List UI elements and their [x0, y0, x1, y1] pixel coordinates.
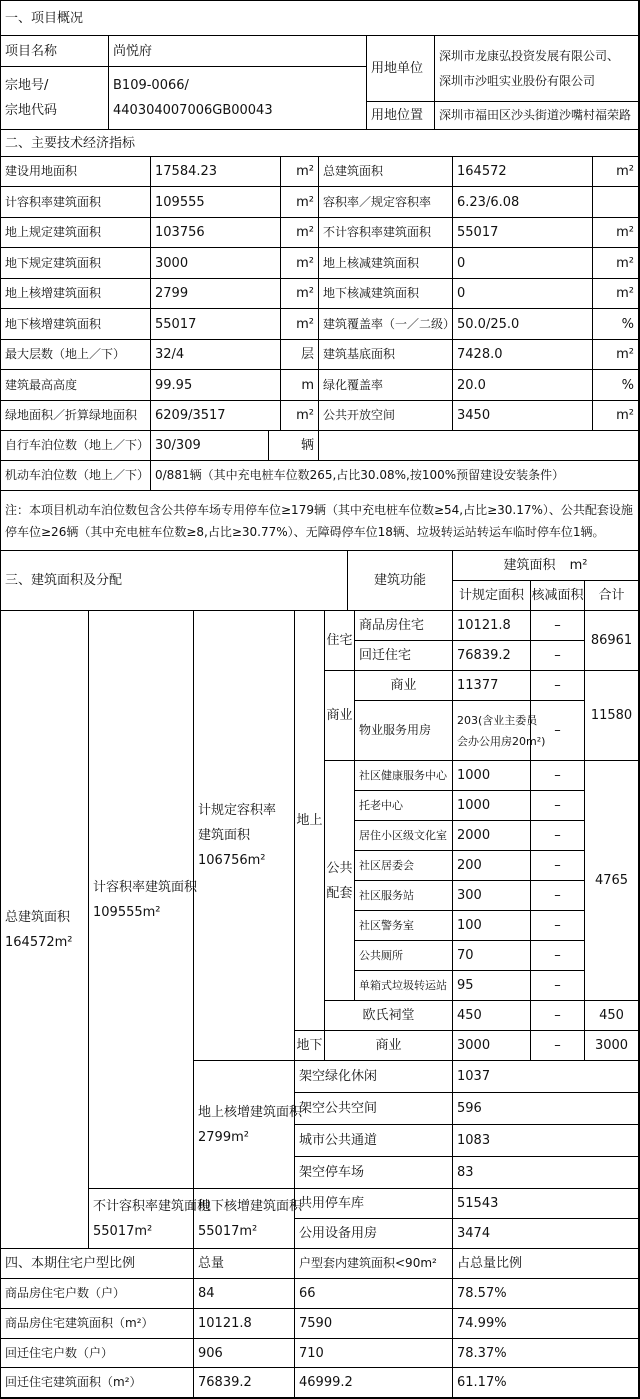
function-name: 居住小区级文化室 [355, 821, 453, 851]
unit-row-label: 回迁住宅建筑面积（m²） [1, 1368, 194, 1398]
indicator-label: 容积率／规定容积率 [319, 187, 453, 218]
indicator-value: 20.0 [453, 370, 593, 401]
unit-row-small: 7590 [295, 1309, 453, 1339]
function-name: 托老中心 [355, 791, 453, 821]
planned-area: 300 [453, 881, 531, 911]
function-name: 商品房住宅 [355, 611, 453, 641]
non-far-area-cell [89, 1189, 211, 1249]
function-name: 物业服务用房 [355, 701, 453, 761]
location-label: 用地位置 [367, 102, 435, 130]
indicator-unit [593, 187, 639, 218]
non-far-area-value: 55017m² [93, 1223, 153, 1239]
area-value: 51543 [453, 1189, 639, 1219]
indicator-value: 109555 [151, 187, 281, 218]
function-name: 商业 [325, 1031, 453, 1061]
indicator-value: 32/4 [151, 340, 281, 370]
area-value: 83 [453, 1157, 639, 1189]
area-value: 3474 [453, 1219, 639, 1249]
reduced-area: – [531, 611, 585, 641]
reduced-area: – [531, 1001, 585, 1031]
land-user-value [435, 36, 639, 102]
indicator-value: 50.0/25.0 [453, 309, 593, 340]
car-value: 0/881辆（其中充电桩车位数265,占比30.08%,按100%预留建设安装条件） [151, 461, 639, 491]
area-header-unit: m² [569, 558, 588, 573]
indicator-label: 地上规定建筑面积 [1, 218, 151, 248]
area-header-label: 建筑面积 [503, 558, 556, 573]
indicator-unit: % [593, 309, 639, 340]
function-name: 共用停车库 [295, 1189, 453, 1219]
above-increase-cell [194, 1061, 303, 1189]
unit-row-small: 46999.2 [295, 1368, 453, 1398]
indicator-unit: m² [281, 157, 319, 187]
parcel-value [109, 67, 367, 130]
indicator-value: 0 [453, 279, 593, 309]
planned-area [453, 701, 546, 761]
indicator-label: 公共开放空间 [319, 401, 453, 431]
section-3-title: 三、建筑面积及分配 [1, 551, 348, 611]
unit-row-total: 906 [194, 1339, 295, 1368]
indicator-value: 6.23/6.08 [453, 187, 593, 218]
residential-total: 86961 [585, 611, 639, 671]
planned-area: 3000 [453, 1031, 531, 1061]
indicator-unit: m² [281, 401, 319, 431]
indicator-unit: % [593, 370, 639, 401]
land-user-line-2: 深圳市沙咀实业股份有限公司 [439, 73, 596, 88]
indicator-label: 绿化覆盖率 [319, 370, 453, 401]
parcel-no-label: 宗地号/ [5, 78, 49, 93]
indicator-unit: m² [593, 340, 639, 370]
reduced-area: – [531, 671, 585, 701]
indicator-unit: m² [593, 401, 639, 431]
indicator-unit: m [281, 370, 319, 401]
location-value: 深圳市福田区沙头街道沙嘴村福荣路 [435, 102, 639, 130]
non-far-area-label: 不计容积率建筑面积 [93, 1198, 211, 1214]
function-name: 回迁住宅 [355, 641, 453, 671]
indicator-unit: m² [593, 218, 639, 248]
indicator-label: 建筑基底面积 [319, 340, 453, 370]
function-name: 社区服务站 [355, 881, 453, 911]
planned-area: 95 [453, 971, 531, 1001]
indicator-label: 建筑覆盖率（一／二级） [319, 309, 453, 340]
indicator-unit: m² [281, 187, 319, 218]
section-2-title: 二、主要技术经济指标 [1, 130, 639, 157]
planned-area: 200 [453, 851, 531, 881]
unit-row-total: 10121.8 [194, 1309, 295, 1339]
reduced-area: – [531, 761, 585, 791]
land-user-label: 用地单位 [367, 36, 435, 102]
function-name: 社区居委会 [355, 851, 453, 881]
indicator-unit: m² [593, 279, 639, 309]
property-room-area-line-1: 203(含业主委员 [457, 713, 538, 727]
planned-area: 1000 [453, 761, 531, 791]
parcel-code-label: 宗地代码 [5, 103, 58, 118]
bike-unit: 辆 [269, 431, 319, 461]
area-header [453, 551, 639, 581]
unit-row-small: 66 [295, 1279, 453, 1309]
parcel-no-value: B109-0066/ [113, 78, 189, 93]
unit-row-label: 回迁住宅户数（户） [1, 1339, 194, 1368]
commercial-total: 11580 [585, 671, 639, 761]
function-name: 公共厕所 [355, 941, 453, 971]
total-area-label: 总建筑面积 [5, 909, 71, 925]
indicator-label: 绿地面积／折算绿地面积 [1, 401, 151, 431]
unit-row-ratio: 78.37% [453, 1339, 639, 1368]
indicator-value: 103756 [151, 218, 281, 248]
section-1-title: 一、项目概况 [1, 1, 639, 36]
reduced-area: – [531, 851, 585, 881]
unit-row-small: 710 [295, 1339, 453, 1368]
function-name: 架空停车场 [295, 1157, 453, 1189]
planned-area: 76839.2 [453, 641, 531, 671]
below-increase-value: 55017m² [198, 1223, 258, 1239]
indicator-value: 164572 [453, 157, 593, 187]
property-room-area-line-2: 会办公用房20m²) [457, 734, 546, 748]
area-value: 1037 [453, 1061, 639, 1093]
reduced-area: – [531, 971, 585, 1001]
project-name-value: 尚悦府 [109, 36, 367, 67]
residential-label: 住宅 [325, 611, 355, 671]
bike-value: 30/309 [151, 431, 269, 461]
reduced-area: – [531, 1031, 585, 1061]
indicator-label: 地上核减建筑面积 [319, 248, 453, 279]
above-increase-label: 地上核增建筑面积 [198, 1104, 303, 1120]
planned-area: 100 [453, 911, 531, 941]
indicator-value: 7428.0 [453, 340, 593, 370]
sub-header-total: 合计 [585, 581, 639, 611]
reduced-area: – [531, 881, 585, 911]
row-total: 3000 [585, 1031, 639, 1061]
reduced-area: – [531, 701, 585, 761]
indicator-label: 地下核减建筑面积 [319, 279, 453, 309]
planned-area: 1000 [453, 791, 531, 821]
function-name: 架空绿化休闲 [295, 1061, 453, 1093]
unit-row-ratio: 74.99% [453, 1309, 639, 1339]
indicator-value: 0 [453, 248, 593, 279]
function-name: 欧氏祠堂 [325, 1001, 453, 1031]
function-name: 架空公共空间 [295, 1093, 453, 1125]
far-area-value: 109555m² [93, 904, 161, 920]
parking-note: 注：本项目机动车泊位数包含公共停车场专用停车位≥179辆（其中充电桩车位数≥54,占比≥30.17%）、公共配套设施停车位≥26辆（其中充电桩车位数≥8,占比≥30.77%）、无障碍停车位18辆、垃圾转运站转运车临时停车位1辆。 [1, 491, 639, 551]
function-name: 社区警务室 [355, 911, 453, 941]
regulated-area-label-2: 建筑面积 [198, 828, 251, 843]
public-facility-label [325, 761, 355, 1001]
function-name: 社区健康服务中心 [355, 761, 453, 791]
above-ground-label: 地上 [295, 611, 325, 1031]
reduced-area: – [531, 821, 585, 851]
indicator-label: 计容积率建筑面积 [1, 187, 151, 218]
function-header: 建筑功能 [348, 551, 453, 611]
project-name-label: 项目名称 [1, 36, 109, 67]
indicator-value: 2799 [151, 279, 281, 309]
below-increase-label: 地下核增建筑面积 [198, 1198, 303, 1214]
indicator-label: 总建筑面积 [319, 157, 453, 187]
planned-area: 10121.8 [453, 611, 531, 641]
indicator-label: 地下核增建筑面积 [1, 309, 151, 340]
commercial-label: 商业 [325, 671, 355, 761]
indicator-label: 地下规定建筑面积 [1, 248, 151, 279]
indicator-value: 3000 [151, 248, 281, 279]
total-area-value: 164572m² [5, 934, 73, 950]
indicator-unit: m² [281, 279, 319, 309]
indicator-label: 建筑最高高度 [1, 370, 151, 401]
parcel-code-value: 440304007006GB00043 [113, 103, 273, 118]
function-name: 单箱式垃圾转运站 [355, 971, 453, 1001]
indicator-value: 55017 [151, 309, 281, 340]
reduced-area: – [531, 941, 585, 971]
indicator-value: 6209/3517 [151, 401, 281, 431]
far-area-cell [89, 611, 198, 1189]
indicator-unit: m² [593, 157, 639, 187]
planned-area: 11377 [453, 671, 531, 701]
s4-header-small: 户型套内建筑面积<90m² [295, 1249, 453, 1279]
parcel-label [1, 67, 109, 130]
below-increase-cell [194, 1189, 303, 1249]
section-4-title: 四、本期住宅户型比例 [1, 1249, 194, 1279]
function-name: 商业 [355, 671, 453, 701]
function-name: 城市公共通道 [295, 1125, 453, 1157]
s4-header-total: 总量 [194, 1249, 295, 1279]
indicator-value: 3450 [453, 401, 593, 431]
far-area-label: 计容积率建筑面积 [93, 879, 198, 895]
regulated-area-label-1: 计规定容积率 [198, 803, 277, 818]
bike-blank [319, 431, 639, 461]
indicator-value: 99.95 [151, 370, 281, 401]
indicator-label: 建设用地面积 [1, 157, 151, 187]
public-facility-total: 4765 [585, 761, 639, 1001]
indicator-value: 17584.23 [151, 157, 281, 187]
indicator-unit: m² [593, 248, 639, 279]
area-value: 1083 [453, 1125, 639, 1157]
indicator-label: 最大层数（地上／下） [1, 340, 151, 370]
public-facility-label-1: 公共 [326, 860, 353, 876]
indicator-unit: 层 [281, 340, 319, 370]
indicator-unit: m² [281, 248, 319, 279]
unit-row-label: 商品房住宅户数（户） [1, 1279, 194, 1309]
bike-label: 自行车泊位数（地上／下） [1, 431, 151, 461]
reduced-area: – [531, 791, 585, 821]
land-user-line-1: 深圳市龙康弘投资发展有限公司、 [439, 48, 620, 63]
s4-header-ratio: 占总量比例 [453, 1249, 639, 1279]
unit-row-total: 76839.2 [194, 1368, 295, 1398]
indicator-unit: m² [281, 218, 319, 248]
above-increase-value: 2799m² [198, 1129, 249, 1145]
indicator-label: 地上核增建筑面积 [1, 279, 151, 309]
indicator-value: 55017 [453, 218, 593, 248]
sub-header-planned: 计规定面积 [453, 581, 531, 611]
car-label: 机动车泊位数（地上／下） [1, 461, 151, 491]
regulated-area-value: 106756m² [198, 853, 266, 868]
unit-row-ratio: 61.17% [453, 1368, 639, 1398]
public-facility-label-2: 配套 [326, 885, 353, 901]
planned-area: 2000 [453, 821, 531, 851]
unit-row-total: 84 [194, 1279, 295, 1309]
sub-header-reduced: 核减面积 [531, 581, 585, 611]
area-value: 596 [453, 1093, 639, 1125]
indicator-label: 不计容积率建筑面积 [319, 218, 453, 248]
row-total: 450 [585, 1001, 639, 1031]
function-name: 公用设备用房 [295, 1219, 453, 1249]
below-ground-label: 地下 [295, 1031, 325, 1061]
planned-area: 450 [453, 1001, 531, 1031]
total-area-cell [1, 611, 89, 1249]
unit-row-ratio: 78.57% [453, 1279, 639, 1309]
indicator-unit: m² [281, 309, 319, 340]
reduced-area: – [531, 641, 585, 671]
planned-area: 70 [453, 941, 531, 971]
unit-row-label: 商品房住宅建筑面积（m²） [1, 1309, 194, 1339]
regulated-area-cell [194, 611, 295, 1061]
reduced-area: – [531, 911, 585, 941]
